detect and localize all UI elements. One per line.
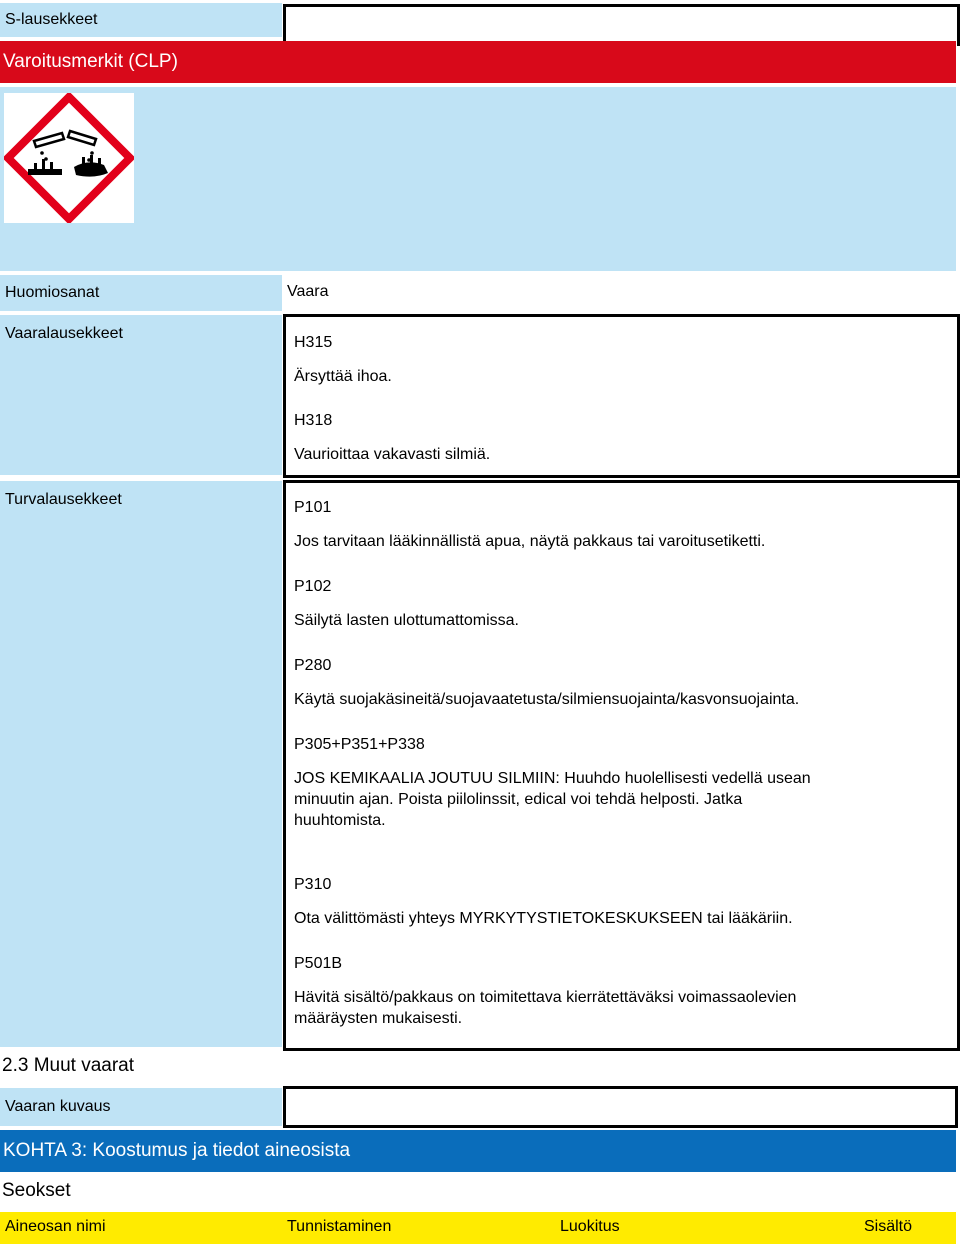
muut-vaarat-heading: 2.3 Muut vaarat [2, 1055, 135, 1076]
p-code: P280 [294, 657, 332, 674]
corrosion-icon [4, 93, 134, 223]
clp-section-header: Varoitusmerkit (CLP) [0, 41, 956, 83]
p-text: Ota välittömästi yhteys MYRKYTYSTIETOKESKUKSEEN tai lääkäriin. [294, 910, 793, 927]
column-header-luokitus: Luokitus [560, 1218, 620, 1235]
p-text-line: JOS KEMIKAALIA JOUTUU SILMIIN: Huuhdo huolellisesti vedellä usean [294, 770, 811, 787]
h-code: H315 [294, 334, 333, 351]
p-code: P501B [294, 955, 343, 972]
h-code: H318 [294, 412, 333, 429]
column-header-tunnistaminen: Tunnistaminen [287, 1218, 392, 1235]
p-code: P310 [294, 876, 332, 893]
seokset-subheading: Seokset [2, 1180, 71, 1201]
p-text: Käytä suojakäsineitä/suojavaatetusta/silmiensuojainta/kasvonsuojainta. [294, 691, 800, 708]
p-text-line: huuhtomista. [294, 812, 386, 829]
vaaran-kuvaus-label: Vaaran kuvaus [0, 1088, 282, 1126]
p-text-line: minuutin ajan. Poista piilolinssit, edical voi tehdä helposti. Jatka [294, 791, 743, 808]
p-code: P102 [294, 578, 332, 595]
s-lausekkeet-label: S-lausekkeet [0, 3, 282, 37]
pictogram-area [0, 87, 956, 271]
p-code: P305+P351+P338 [294, 736, 425, 753]
turvalausekkeet-box [283, 480, 960, 1051]
huomiosanat-value-cell [282, 275, 958, 311]
p-text-line: määräysten mukaisesti. [294, 1010, 463, 1027]
turvalausekkeet-label: Turvalausekkeet [0, 481, 282, 1047]
pictogram-frame [4, 93, 134, 223]
p-text: Jos tarvitaan lääkinnällistä apua, näytä pakkaus tai varoitusetiketti. [294, 533, 766, 550]
column-header-aineosan-nimi: Aineosan nimi [5, 1218, 106, 1235]
huomiosanat-value: Vaara [287, 283, 329, 300]
huomiosanat-label: Huomiosanat [0, 275, 282, 311]
vaaran-kuvaus-value [283, 1086, 958, 1128]
kohta3-section-header: KOHTA 3: Koostumus ja tiedot aineosista [0, 1130, 956, 1172]
h-text: Vaurioittaa vakavasti silmiä. [294, 446, 491, 463]
composition-table-header [0, 1212, 956, 1244]
h-text: Ärsyttää ihoa. [294, 368, 392, 385]
p-text: Säilytä lasten ulottumattomissa. [294, 612, 519, 629]
p-code: P101 [294, 499, 332, 516]
s-lausekkeet-value [283, 4, 960, 46]
p-text-line: Hävitä sisältö/pakkaus on toimitettava kierrätettäväksi voimassaolevien [294, 989, 797, 1006]
column-header-sisalto: Sisältö [864, 1218, 913, 1235]
vaaralausekkeet-label: Vaaralausekkeet [0, 315, 282, 475]
